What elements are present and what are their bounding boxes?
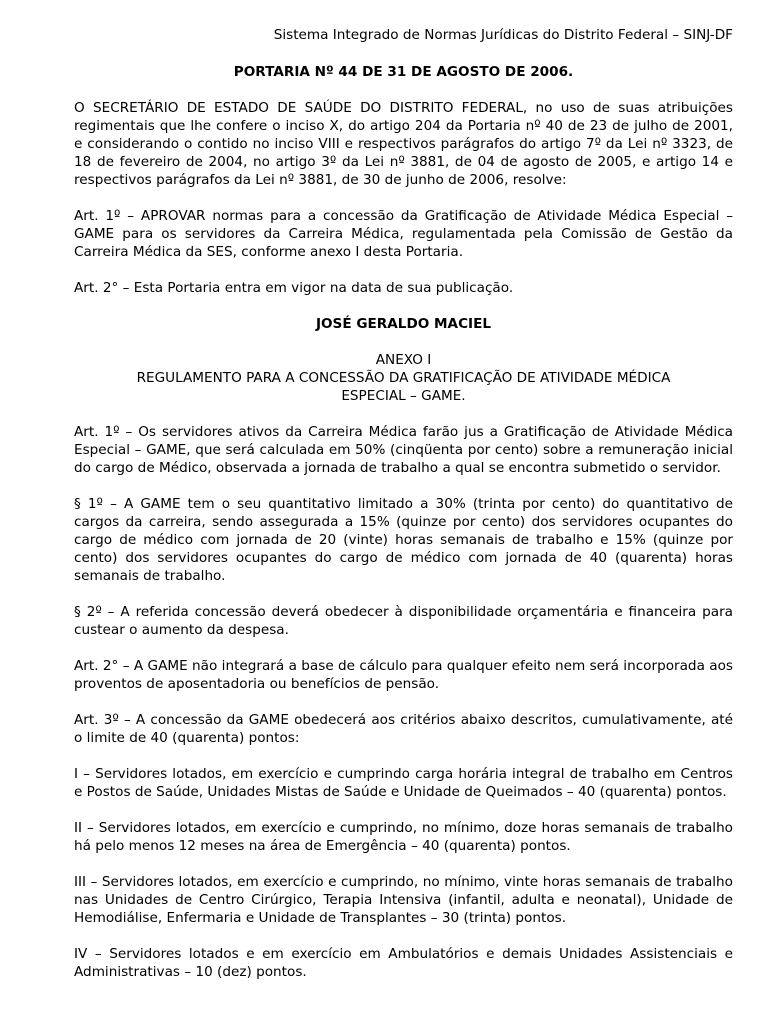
annex-paragraph: Art. 1º – Os servidores ativos da Carreira Médica farão jus a Gratificação de Atividade Médica Especial – GAME, que será calculada em 50% (cinqüenta por cento) sobre a remuneração inicial do cargo de Médico, observada a jornada de trabalho a qual se encontra submetido o servidor. xyxy=(74,424,733,476)
annex-paragraph: I – Servidores lotados, em exercício e cumprindo carga horária integral de trabalho em Centros e Postos de Saúde, Unidades Mistas de Saúde e Unidade de Queimados – 40 (quarenta) pontos. xyxy=(74,766,733,800)
annex-paragraph: II – Servidores lotados, em exercício e cumprindo, no mínimo, doze horas semanais de trabalho há pelo menos 12 meses na área de Emergência – 40 (quarenta) pontos. xyxy=(74,820,733,854)
document-page xyxy=(74,26,733,999)
annex-paragraph: Art. 3º – A concessão da GAME obedecerá aos critérios abaixo descritos, cumulativamente, até o limite de 40 (quarenta) pontos: xyxy=(74,712,733,746)
header-system-name: Sistema Integrado de Normas Jurídicas do Distrito Federal – SINJ-DF xyxy=(273,27,733,43)
annex-paragraph: III – Servidores lotados, em exercício e cumprindo, no mínimo, vinte horas semanais de trabalho nas Unidades de Centro Cirúrgico, Terapia Intensiva (infantil, adulta e neonatal), Unidade de Hemodiálise, Enfermaria e Unidade de Transplantes – 30 (trinta) pontos. xyxy=(74,874,733,926)
annex-label: ANEXO I xyxy=(375,352,432,368)
article-2-paragraph: Art. 2° – Esta Portaria entra em vigor na data de sua publicação. xyxy=(74,280,514,296)
annex-title-line-1: REGULAMENTO PARA A CONCESSÃO DA GRATIFICAÇÃO DE ATIVIDADE MÉDICA xyxy=(136,370,671,386)
signature-name: JOSÉ GERALDO MACIEL xyxy=(315,316,492,332)
annex-paragraph: § 2º – A referida concessão deverá obedecer à disponibilidade orçamentária e financeira para custear o aumento da despesa. xyxy=(74,604,733,638)
annex-heading xyxy=(74,351,733,405)
document-title: PORTARIA Nº 44 DE 31 DE AGOSTO DE 2006. xyxy=(233,64,574,80)
annex-paragraph: IV – Servidores lotados e em exercício em Ambulatórios e demais Unidades Assistenciais e Administrativas – 10 (dez) pontos. xyxy=(74,946,733,980)
annex-paragraph: § 1º – A GAME tem o seu quantitativo limitado a 30% (trinta por cento) do quantitativo de cargos da carreira, sendo assegurada a 15% (quinze por cento) dos servidores ocupantes do cargo de médico com jornada de 20 (vinte) horas semanais de trabalho e 15% (quinze por cento) dos servidores ocupantes do cargo de médico com jornada de 40 (quarenta) horas semanais de trabalho. xyxy=(74,496,733,584)
article-1-paragraph: Art. 1º – APROVAR normas para a concessão da Gratificação de Atividade Médica Especial – GAME para os servidores da Carreira Médica, regulamentada pela Comissão de Gestão da Carreira Médica da SES, conforme anexo I desta Portaria. xyxy=(74,208,733,260)
annex-title-line-2: ESPECIAL – GAME. xyxy=(341,388,466,404)
annex-paragraph: Art. 2° – A GAME não integrará a base de cálculo para qualquer efeito nem será incorporada aos proventos de aposentadoria ou benefícios de pensão. xyxy=(74,658,733,692)
preamble-paragraph: O SECRETÁRIO DE ESTADO DE SAÚDE DO DISTRITO FEDERAL, no uso de suas atribuições regimentais que lhe confere o inciso X, do artigo 204 da Portaria nº 40 de 23 de julho de 2001, e considerando o contido no inciso VIII e respectivos parágrafos do artigo 7º da Lei nº 3323, de 18 de fevereiro de 2004, no artigo 3º da Lei nº 3881, de 04 de agosto de 2005, e artigo 14 e respectivos parágrafos da Lei nº 3881, de 30 de junho de 2006, resolve: xyxy=(74,100,733,188)
